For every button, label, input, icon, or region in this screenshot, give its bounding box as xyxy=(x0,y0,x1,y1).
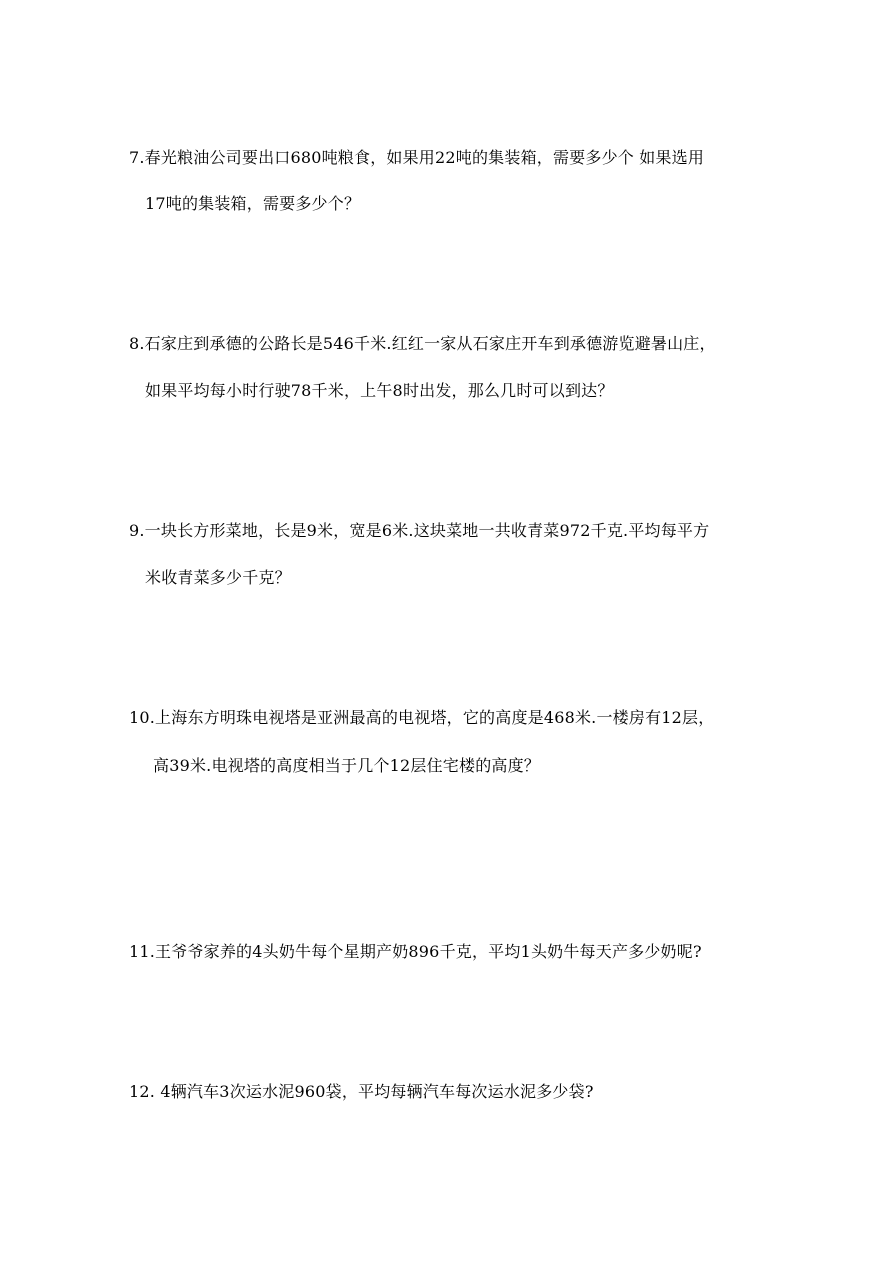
question-7-line-1: 7.春光粮油公司要出口680吨粮食，如果用22吨的集装箱，需要多少个 如果选用 xyxy=(129,148,705,167)
question-8-line-1: 8.石家庄到承德的公路长是546千米.红红一家从石家庄开车到承德游览避暑山庄， xyxy=(129,334,716,353)
question-9-line-2: 米收青菜多少千克？ xyxy=(145,568,291,587)
question-10-line-2: 高39米.电视塔的高度相当于几个12层住宅楼的高度？ xyxy=(153,756,541,775)
question-8-line-2: 如果平均每小时行驶78千米，上午8时出发，那么几时可以到达？ xyxy=(145,381,614,400)
question-12-line-1: 12. 4辆汽车3次运水泥960袋，平均每辆汽车每次运水泥多少袋? xyxy=(129,1082,594,1101)
question-10-line-1: 10.上海东方明珠电视塔是亚洲最高的电视塔，它的高度是468米.一楼房有12层， xyxy=(129,708,715,727)
question-9-line-1: 9.一块长方形菜地，长是9米，宽是6米.这块菜地一共收青菜972千克.平均每平方 xyxy=(129,521,710,540)
question-7-line-2: 17吨的集装箱，需要多少个？ xyxy=(145,194,361,213)
question-11-line-1: 11.王爷爷家养的4头奶牛每个星期产奶896千克，平均1头奶牛每天产多少奶呢? xyxy=(129,942,702,961)
